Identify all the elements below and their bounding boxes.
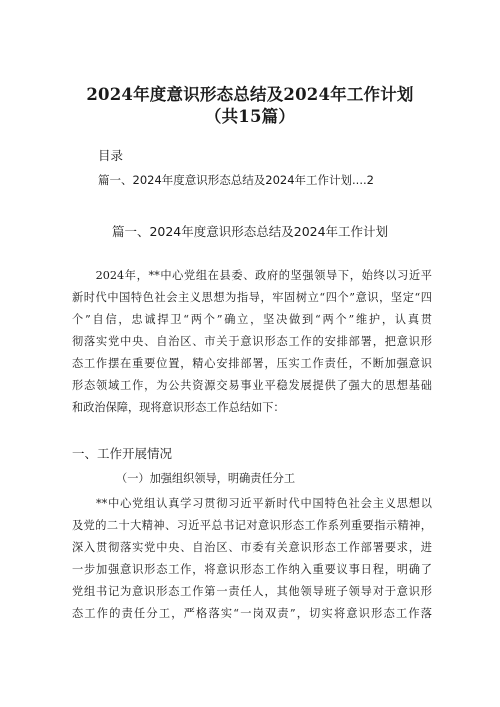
paragraph-line: 态工作的责任分工，严格落实“一岗双责”，切实将意识形态工作落 [72, 607, 432, 620]
document-subtitle: （共15篇） [204, 107, 296, 126]
paragraph-line: 和政治保障，现将意识形态工作总结如下： [72, 401, 285, 414]
paragraph-line: 深入贯彻落实党中央、自治区、市委有关意识形态工作部署要求，进 [72, 541, 432, 554]
body-paragraph-2 [72, 493, 432, 625]
section-title: 篇一、2024年度意识形态总结及2024年工作计划 [111, 224, 389, 239]
paragraph-line: 个”自信，忠诚捍卫“两个”确立，坚决做到“两个”维护，认真贯 [72, 313, 432, 326]
paragraph-line: 2024年，**中心党组在县委、政府的坚强领导下，始终以习近平 [72, 269, 432, 282]
section-heading: 一、工作开展情况 [72, 446, 173, 461]
paragraph-line: **中心党组认真学习贯彻习近平新时代中国特色社会主义思想以 [72, 497, 432, 510]
paragraph-line: 及党的二十大精神、习近平总书记对意识形态工作系列重要指示精神， [72, 519, 432, 532]
toc-item[interactable]: 篇一、2024年度意识形态总结及2024年工作计划....2 [98, 173, 374, 187]
document-title: 2024年度意识形态总结及2024年工作计划 [86, 85, 414, 104]
paragraph-line: 党组书记为意识形态工作第一责任人，其他领导班子领导对于意识形 [72, 585, 432, 598]
paragraph-line: 形态领域工作，为公共资源交易事业平稳发展提供了强大的思想基础 [72, 379, 432, 392]
toc-heading: 目录 [98, 148, 124, 163]
paragraph-line: 态工作摆在重要位置，精心安排部署，压实工作责任，不断加强意识 [72, 357, 432, 370]
paragraph-line: 彻落实党中央、自治区、市关于意识形态工作的安排部署，把意识形 [72, 335, 432, 348]
paragraph-line: 新时代中国特色社会主义思想为指导，牢固树立“四个”意识，坚定“四 [72, 291, 432, 304]
paragraph-line: 一步加强意识形态工作，将意识形态工作纳入重要议事日程，明确了 [72, 563, 432, 576]
section-subheading: （一）加强组织领导，明确责任分工 [116, 472, 296, 485]
body-paragraph-1 [72, 265, 432, 419]
